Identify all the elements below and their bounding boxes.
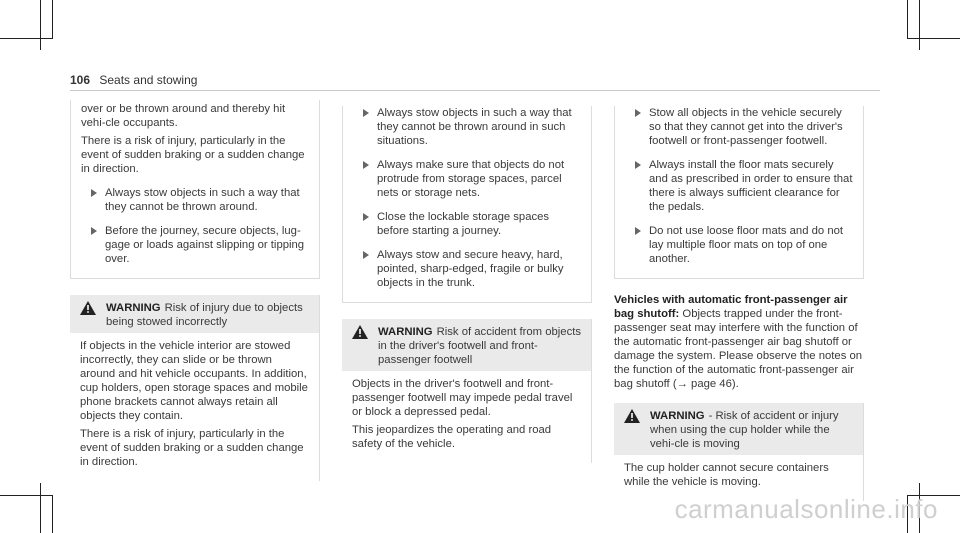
safety-box-3 [614,106,864,279]
safety-box-1 [70,100,320,279]
list-item: Always stow objects in such a way that they cannot be thrown around. [81,186,309,214]
crop-mark [40,0,41,50]
warning-title: - Risk of accident or injury when using the cup holder while the vehi-cle is moving [650,410,839,450]
arrow-bullet-icon [91,227,97,235]
warning-label: WARNING [106,302,161,314]
section-paragraph [614,293,864,391]
column-2 [342,100,592,463]
crop-mark [0,495,53,496]
paragraph: If objects in the vehicle interior are stowed incorrectly, they can slide or be thrown around and hit vehicle occupants. In addition, cup holders, open storage spaces and mobile phone brackets cannot always retain all objects they contain. [80,340,308,422]
crop-mark [919,0,920,50]
paragraph: The cup holder cannot secure containers while the vehicle is moving. [624,462,829,488]
watermark: carmanualsonline.info [674,494,938,524]
warning-header [342,319,591,371]
arrow-bullet-icon [635,161,641,169]
arrow-bullet-icon [363,109,369,117]
page-header [70,73,197,87]
warning-box [70,295,320,481]
list-item: Close the lockable storage spaces before starting a journey. [353,210,581,238]
list-item: Always make sure that objects do not protrude from storage spaces, parcel nets or storage nets. [353,158,581,200]
warning-label: WARNING [378,326,433,338]
arrow-bullet-icon [363,251,369,259]
section-heading: Vehicles with automatic front-passenger air bag shutoff: [614,294,848,320]
list-item: Stow all objects in the vehicle securely so that they cannot get into the driver's footwell or front-passenger footwell. [625,106,853,148]
crop-mark [52,495,53,533]
list-item: Always stow objects in such a way that they cannot be thrown around in such situations. [353,106,581,148]
section-text: Objects trapped under the front-passenger seat may interfere with the function of the automatic front-passenger air bag shutoff or damage the system. Please observe the notes on the function of the automatic front-passenger air bag shutoff (→ page 46). [614,308,863,390]
crop-mark [907,38,960,39]
paragraph: over or be thrown around and thereby hit vehi-cle occupants. [81,103,286,129]
warning-title: Risk of accident from objects in the driver's footwell and front-passenger footwell [378,326,582,366]
column-3 [614,100,864,501]
warning-triangle-icon [352,325,368,339]
warning-body [342,371,591,463]
arrow-bullet-icon [635,109,641,117]
warning-header [614,403,863,455]
crop-mark [52,0,53,38]
warning-header [70,295,319,333]
warning-triangle-icon [80,301,96,315]
warning-body [70,333,319,481]
page-number: 106 [70,73,91,87]
list-item: Always install the floor mats securely and as prescribed in order to ensure that there is always sufficient clearance for the pedals. [625,158,853,214]
arrow-bullet-icon [91,189,97,197]
column-1 [70,100,320,481]
crop-mark [40,483,41,533]
warning-box [614,403,864,501]
paragraph: There is a risk of injury, particularly in the event of sudden braking or a sudden change in direction. [80,428,304,468]
arrow-bullet-icon [635,227,641,235]
list-item: Before the journey, secure objects, lug-gage or loads against slipping or tipping over. [81,224,309,266]
header-divider [70,90,880,91]
warning-box [342,319,592,463]
arrow-bullet-icon [363,161,369,169]
crop-mark [907,0,908,38]
paragraph: There is a risk of injury, particularly in the event of sudden braking or a sudden change in direction. [81,135,305,175]
paragraph: This jeopardizes the operating and road safety of the vehicle. [352,424,552,450]
crop-mark [0,38,53,39]
safety-box-2 [342,106,592,303]
warning-title: Risk of injury due to objects being stowed incorrectly [106,302,303,328]
paragraph: Objects in the driver's footwell and front-passenger footwell may impede pedal travel or block a depressed pedal. [352,378,573,418]
arrow-bullet-icon [363,213,369,221]
warning-label: WARNING [650,410,705,422]
list-item: Do not use loose floor mats and do not lay multiple floor mats on top of one another. [625,224,853,266]
section-title: Seats and stowing [99,73,198,87]
warning-triangle-icon [624,409,640,423]
list-item: Always stow and secure heavy, hard, pointed, sharp-edged, fragile or bulky objects in the trunk. [353,248,581,290]
